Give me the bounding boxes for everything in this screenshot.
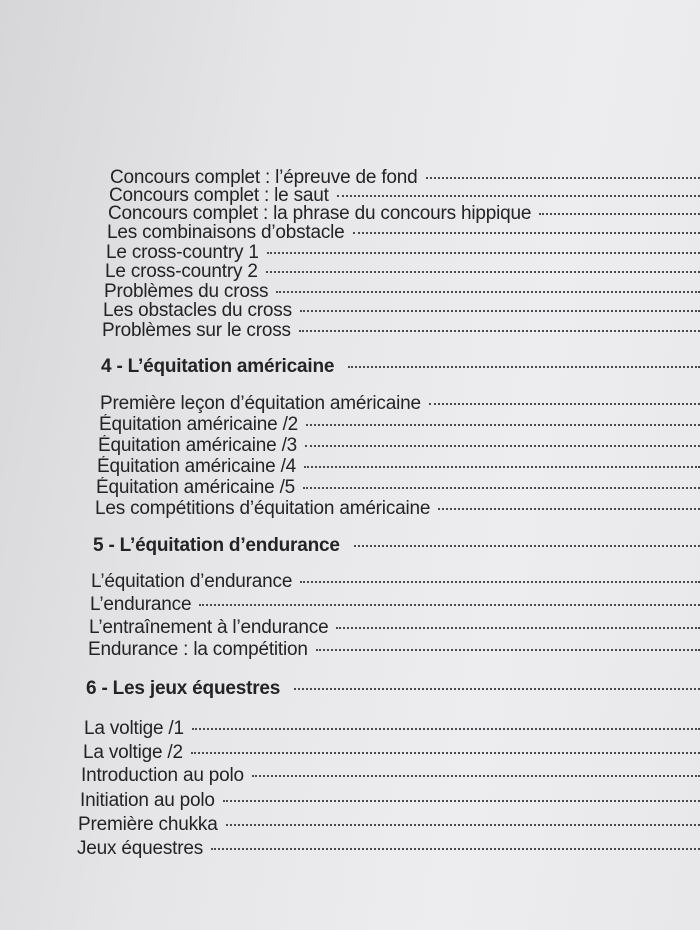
section-heading	[93, 535, 700, 557]
toc-entry-title: Le cross-country 2	[105, 261, 258, 282]
toc-entry	[95, 498, 700, 520]
dot-leader	[426, 177, 700, 179]
dot-leader	[337, 195, 700, 197]
toc-entry	[98, 435, 700, 457]
dot-leader	[266, 271, 700, 273]
toc-entry-title: Équitation américaine /2	[99, 414, 299, 435]
toc-entry-title: Les obstacles du cross	[103, 300, 292, 321]
toc-entry-title: Première leçon d’équitation américaine	[100, 393, 421, 414]
toc-entry	[80, 790, 700, 812]
toc-entry-title: Concours complet : la phrase du concours hippique	[108, 203, 532, 224]
toc-entry-title: L’entraînement à l’endurance	[89, 617, 329, 638]
dot-leader	[267, 252, 700, 254]
dot-leader	[300, 581, 700, 583]
dot-leader	[299, 330, 700, 332]
dot-leader	[353, 232, 700, 234]
dot-leader	[191, 752, 700, 754]
toc-entry	[78, 814, 700, 836]
dot-leader	[316, 649, 700, 651]
section-heading	[86, 678, 700, 700]
dot-leader	[192, 728, 700, 730]
toc-entry-title: Première chukka	[78, 814, 218, 835]
toc-entry-title: Problèmes du cross	[104, 281, 269, 302]
toc-entry-title: Jeux équestres	[77, 838, 204, 859]
dot-leader	[252, 775, 700, 777]
dot-leader	[306, 424, 700, 426]
toc-entry-title: Le cross-country 1	[106, 242, 259, 263]
toc-entry-title: Endurance : la compétition	[88, 639, 308, 660]
dot-leader	[429, 403, 700, 405]
dot-leader	[199, 604, 700, 606]
dot-leader	[305, 445, 700, 447]
toc-entry	[105, 261, 700, 283]
toc-entry	[103, 300, 700, 322]
toc-entry	[89, 617, 700, 639]
section-heading-title: 6 - Les jeux équestres	[86, 678, 281, 699]
toc-entry-title: Les compétitions d’équitation américaine	[95, 498, 431, 519]
toc-entry	[77, 838, 700, 860]
toc-entry-title: Équitation américaine /5	[96, 477, 296, 498]
toc-entry-title: Équitation américaine /4	[97, 456, 297, 477]
section-heading-title: 5 - L’équitation d’endurance	[93, 535, 340, 556]
toc-entry	[102, 320, 700, 342]
toc-entry	[88, 639, 700, 661]
toc-entry	[91, 571, 700, 593]
dot-leader	[539, 213, 700, 215]
section-heading	[101, 356, 700, 378]
toc-entry-title: La voltige /2	[83, 742, 183, 763]
toc-entry-title: Introduction au polo	[81, 765, 244, 786]
toc-entry	[97, 456, 700, 478]
toc-entry	[100, 393, 700, 415]
toc-entry-title: Les combinaisons d’obstacle	[107, 222, 345, 243]
toc-entry	[83, 742, 700, 764]
toc-entry	[96, 477, 700, 499]
dot-leader	[438, 508, 700, 510]
toc-entry-title: La voltige /1	[84, 718, 184, 739]
toc-entry-title: Concours complet : le saut	[109, 185, 329, 206]
toc-entry-title: Concours complet : l’épreuve de fond	[110, 167, 418, 188]
toc-entry-title: L’équitation d’endurance	[91, 571, 293, 592]
dot-leader	[276, 291, 700, 293]
dot-leader	[304, 466, 700, 468]
toc-entry	[107, 222, 700, 244]
toc-entry	[90, 594, 700, 616]
dot-leader	[348, 366, 700, 368]
toc-entry-title: Initiation au polo	[80, 790, 215, 811]
dot-leader	[336, 627, 700, 629]
toc-entry-title: L’endurance	[90, 594, 192, 615]
dot-leader	[211, 848, 700, 850]
toc-entry-title: Équitation américaine /3	[98, 435, 298, 456]
dot-leader	[300, 310, 700, 312]
dot-leader	[223, 800, 700, 802]
dot-leader	[226, 824, 700, 826]
toc-entry	[81, 765, 700, 787]
toc-entry-title: Problèmes sur le cross	[102, 320, 291, 341]
dot-leader	[303, 487, 700, 489]
toc-entry	[99, 414, 700, 436]
section-heading-title: 4 - L’équitation américaine	[101, 356, 335, 377]
toc-entry	[84, 718, 700, 740]
dot-leader	[354, 545, 700, 547]
dot-leader	[294, 688, 700, 690]
